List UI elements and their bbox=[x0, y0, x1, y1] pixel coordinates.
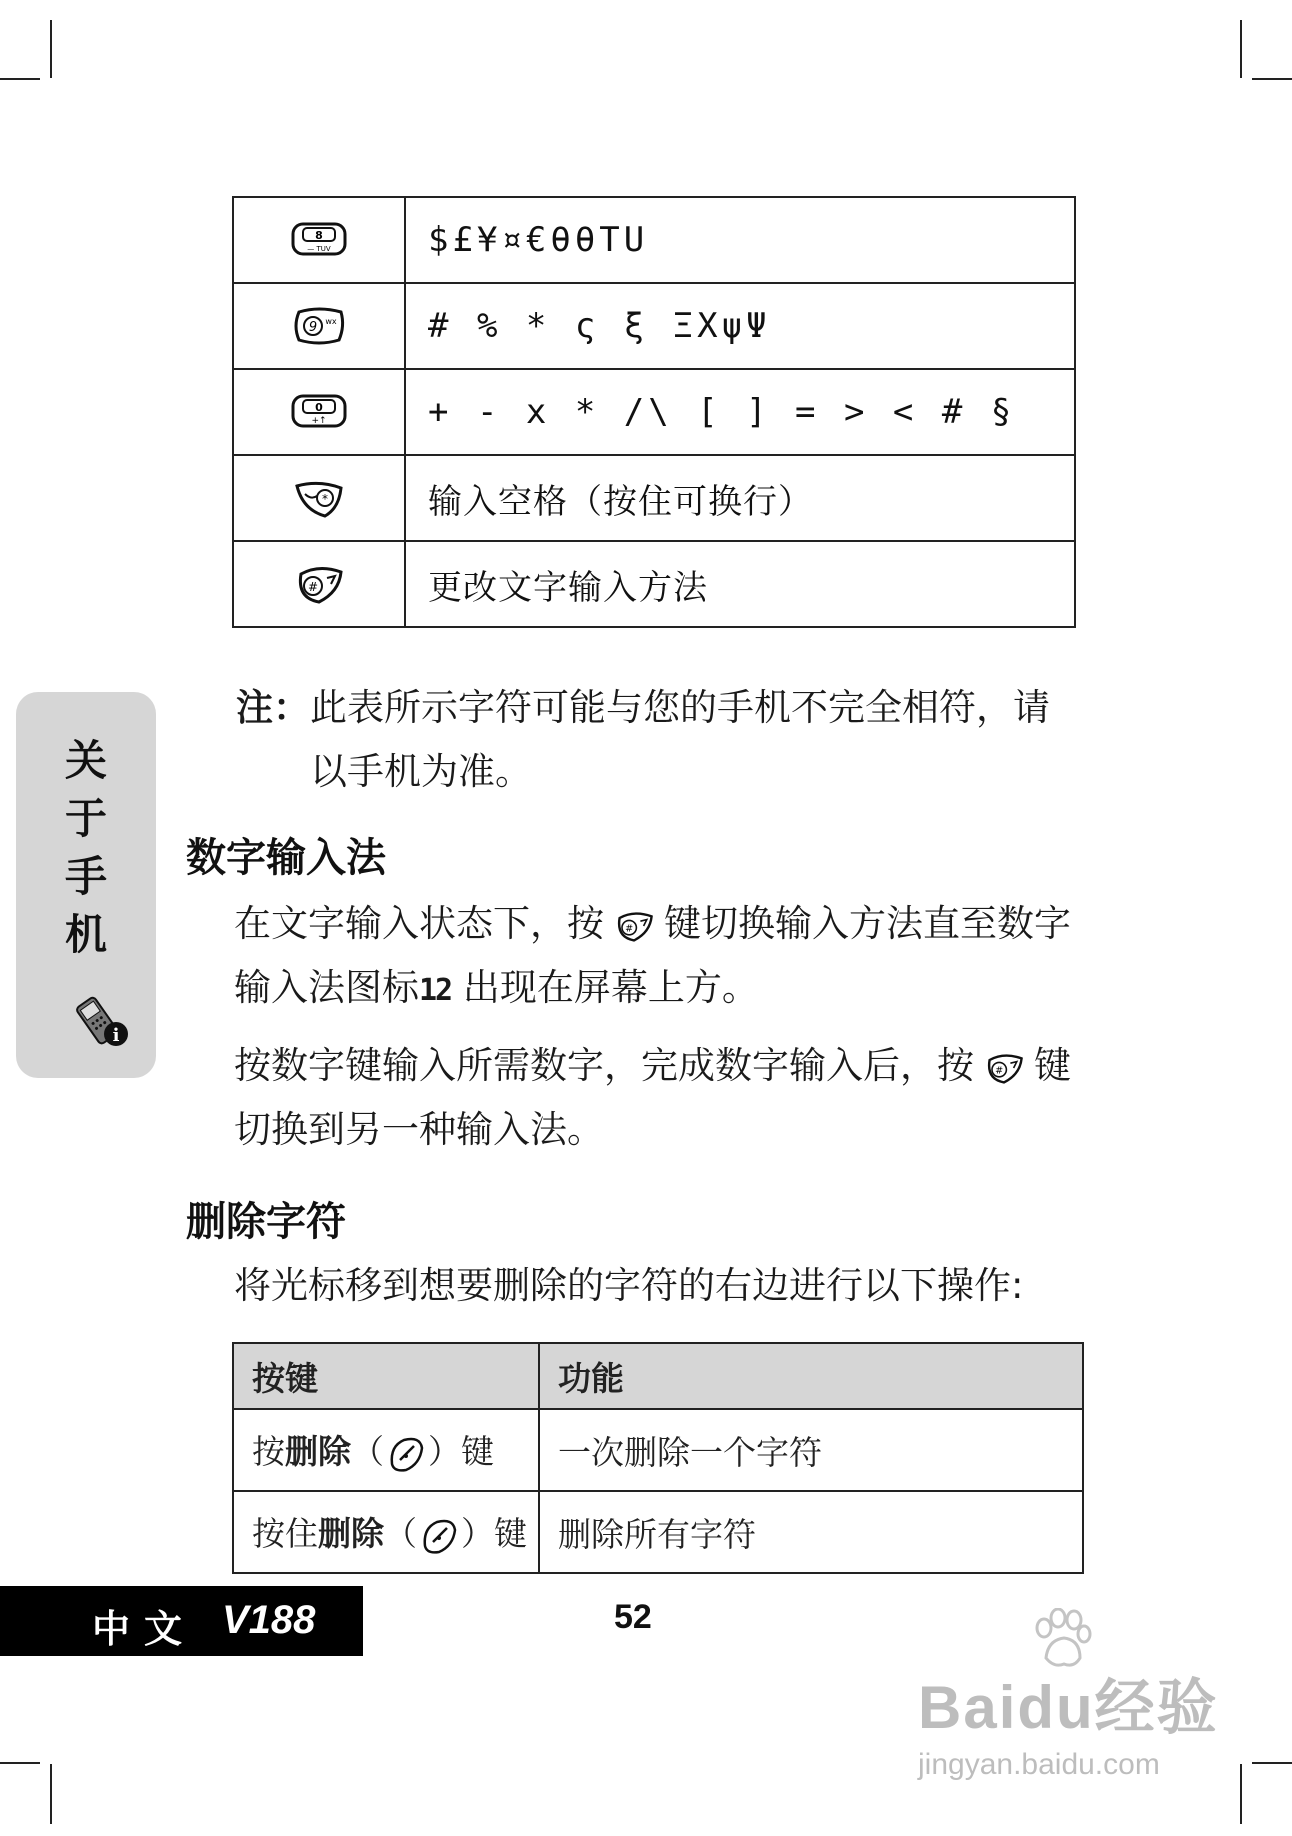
paragraph: 将光标移到想要删除的字符的右边进行以下操作: bbox=[234, 1264, 1024, 1307]
symbol-table bbox=[232, 196, 1076, 628]
svg-text:*: * bbox=[322, 492, 328, 506]
note bbox=[236, 676, 1096, 804]
crop-mark bbox=[0, 1762, 40, 1764]
svg-text:wx: wx bbox=[325, 317, 337, 326]
key-hash-icon bbox=[289, 562, 349, 606]
crop-mark bbox=[50, 1764, 52, 1824]
key-8-tuv-icon bbox=[289, 220, 349, 260]
watermark-site: jingyan.baidu.com bbox=[918, 1748, 1160, 1781]
svg-text:+↑: +↑ bbox=[311, 416, 327, 426]
symbol-list: # % * ς ξ ΞXψΨ bbox=[405, 283, 1075, 369]
svg-text:9: 9 bbox=[308, 320, 318, 335]
key-cell bbox=[233, 369, 405, 455]
symbol-list: + - x * /\ [ ] = > < # § bbox=[405, 369, 1075, 455]
key-hash-icon bbox=[980, 1049, 1028, 1087]
paragraph: 按数字键输入所需数字，完成数字输入后，按 # 键 切换到另一种输入法。 bbox=[234, 1044, 1071, 1151]
chapter-side-tab bbox=[16, 692, 156, 1078]
note-text: 此表所示字符可能与您的手机不完全相符，请 bbox=[310, 686, 1050, 729]
svg-text:0: 0 bbox=[315, 401, 323, 414]
crop-mark bbox=[1252, 78, 1292, 80]
clear-key-icon bbox=[419, 1516, 459, 1556]
key-cell: 按住删除（ ）键 bbox=[233, 1491, 539, 1573]
footer-model: V188 bbox=[222, 1598, 316, 1642]
svg-text:8: 8 bbox=[315, 229, 323, 242]
key-0-icon bbox=[289, 392, 349, 432]
function-cell: 删除所有字符 bbox=[539, 1491, 1083, 1573]
symbol-list: $£¥¤€θθTU bbox=[405, 197, 1075, 283]
svg-text:#: # bbox=[995, 1065, 1004, 1077]
key-star-icon bbox=[289, 476, 349, 520]
numeric-mode-icon: 12 bbox=[419, 973, 452, 1008]
clear-key-icon bbox=[386, 1434, 426, 1474]
note-text: 以手机为准。 bbox=[310, 750, 532, 793]
key-cell bbox=[233, 455, 405, 541]
section-heading: 删除字符 bbox=[186, 1198, 346, 1245]
table-row bbox=[233, 369, 1075, 455]
phone-info-icon bbox=[74, 992, 132, 1050]
table-row bbox=[233, 541, 1075, 627]
key-cell: 按删除（ ）键 bbox=[233, 1409, 539, 1491]
paragraph: 在文字输入状态下，按 # 键切换输入方法直至数字 输入法图标12 出现在屏幕上方。 bbox=[234, 902, 1071, 1009]
function-cell: 一次删除一个字符 bbox=[539, 1409, 1083, 1491]
footer-language: 中文 bbox=[92, 1607, 197, 1651]
column-header: 功能 bbox=[539, 1343, 1083, 1409]
key-description: 输入空格（按住可换行） bbox=[405, 455, 1075, 541]
table-row bbox=[233, 1491, 1083, 1573]
table-header-row bbox=[233, 1343, 1083, 1409]
svg-text:#: # bbox=[625, 923, 634, 935]
chapter-label: 关 于 手 机 bbox=[64, 736, 107, 959]
note-label: 注： bbox=[236, 686, 310, 729]
section-heading: 数字输入法 bbox=[186, 834, 386, 881]
footer-bar bbox=[0, 1586, 363, 1656]
page-number: 52 bbox=[614, 1598, 652, 1636]
key-cell bbox=[233, 283, 405, 369]
watermark bbox=[918, 1660, 1219, 1782]
column-header: 按键 bbox=[233, 1343, 539, 1409]
crop-mark bbox=[1240, 1764, 1242, 1824]
key-description: 更改文字输入方法 bbox=[405, 541, 1075, 627]
key-cell bbox=[233, 541, 405, 627]
paw-icon bbox=[1026, 1608, 1096, 1672]
table-row bbox=[233, 1409, 1083, 1491]
crop-mark bbox=[50, 20, 52, 78]
table-row bbox=[233, 455, 1075, 541]
svg-text:#: # bbox=[307, 580, 319, 594]
key-9-wxyz-icon bbox=[289, 304, 349, 348]
crop-mark bbox=[1240, 20, 1242, 78]
table-row bbox=[233, 197, 1075, 283]
crop-mark bbox=[1252, 1762, 1292, 1764]
svg-text:i: i bbox=[112, 1025, 120, 1046]
key-hash-icon bbox=[610, 907, 658, 945]
watermark-brand: Baidu经验 bbox=[918, 1674, 1219, 1741]
table-row bbox=[233, 283, 1075, 369]
svg-text:— TUV: — TUV bbox=[307, 245, 331, 253]
crop-mark bbox=[0, 78, 40, 80]
key-cell bbox=[233, 197, 405, 283]
delete-table bbox=[232, 1342, 1084, 1574]
